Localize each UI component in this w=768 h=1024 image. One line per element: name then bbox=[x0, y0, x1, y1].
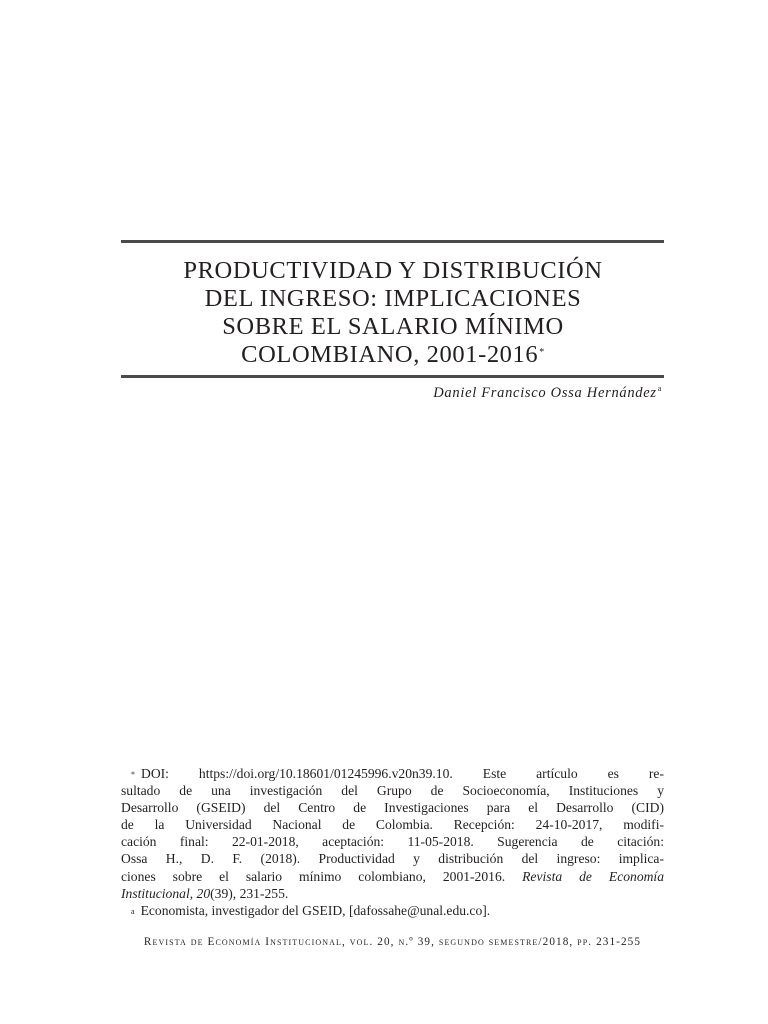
footnote-star-line-6: Ossa H., D. F. (2018). Productividad y distribución del ingreso: implica- bbox=[121, 851, 664, 867]
footnote-star-line-2: sultado de una investigación del Grupo de Socioeconomía, Instituciones y bbox=[121, 783, 664, 799]
footnotes bbox=[121, 765, 664, 919]
footnote-star-line-4: de la Universidad Nacional de Colombia. Recepción: 24-10-2017, modifi- bbox=[121, 817, 664, 833]
footnote-star-line-3: Desarrollo (GSEID) del Centro de Investigaciones para el Desarrollo (CID) bbox=[121, 800, 664, 816]
footnote-a bbox=[121, 902, 664, 919]
footnote-a-marker: a bbox=[131, 906, 135, 916]
title-line-3: SOBRE EL SALARIO MÍNIMO bbox=[222, 313, 564, 340]
title-footnote-marker: * bbox=[539, 347, 545, 358]
author-footnote-marker: a bbox=[657, 384, 662, 393]
journal-name-italic-b: Institucional bbox=[121, 885, 190, 901]
title-line-4 bbox=[100, 341, 686, 369]
footnote-star-marker: * bbox=[131, 770, 135, 779]
journal-volume-italic: 20 bbox=[196, 885, 211, 901]
footnote-star-line-7 bbox=[121, 868, 664, 885]
journal-name-italic-a: Revista de Economía bbox=[522, 868, 665, 884]
footnote-star bbox=[121, 765, 664, 902]
running-footer: Revista de Economía Institucional, vol. 20, n.º 39, segundo semestre/2018, pp. 231-255 bbox=[143, 936, 642, 948]
footnote-star-line-7-text: ciones sobre el salario mínimo colombiano, 2001-2016. bbox=[121, 868, 506, 884]
author-byline bbox=[433, 385, 662, 402]
article-title bbox=[100, 257, 686, 369]
footnote-a-text: Economista, investigador del GSEID, [dafossahe@unal.edu.co]. bbox=[140, 902, 491, 918]
title-bottom-rule bbox=[121, 375, 664, 378]
footnote-star-line-1-text: DOI: https://doi.org/10.18601/01245996.v20n39.10. Este artículo es re- bbox=[141, 766, 664, 781]
title-line-1: PRODUCTIVIDAD Y DISTRIBUCIÓN bbox=[183, 257, 603, 284]
title-line-4-text: COLOMBIANO, 2001-2016 bbox=[241, 341, 539, 368]
citation-tail: (39), 231-255. bbox=[210, 885, 289, 901]
title-line-2: DEL INGRESO: IMPLICACIONES bbox=[204, 285, 582, 312]
title-top-rule bbox=[121, 240, 664, 243]
footnote-star-line-1 bbox=[121, 765, 664, 782]
author-name: Daniel Francisco Ossa Hernández bbox=[433, 385, 657, 401]
footnote-star-line-8: Institucional, 20(39), 231-255. bbox=[121, 885, 289, 901]
footnote-star-line-5: cación final: 22-01-2018, aceptación: 11-05-2018. Sugerencia de citación: bbox=[121, 834, 664, 850]
